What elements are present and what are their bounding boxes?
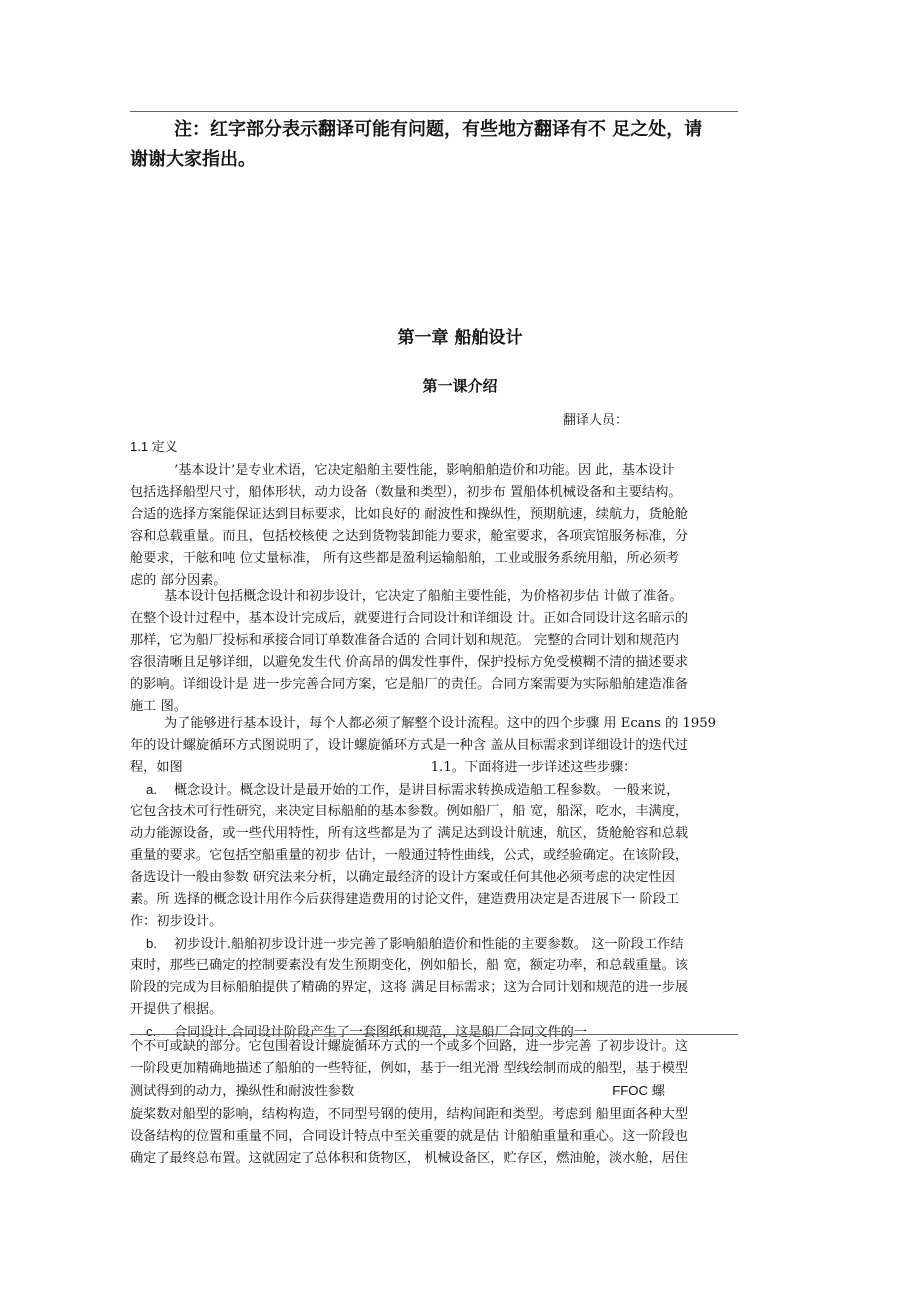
text-line: 基本设计包括概念设计和初步设计，它决定了船舶主要性能，为价格初步估 计做了准备。 [164, 589, 683, 604]
text-line: 为了能够进行基本设计，每个人都必须了解整个设计流程。这中的四个步骤 用 Ecans 的 1959 [164, 716, 717, 731]
text-line: 旋桨数对船型的影响，结构构造，不同型号钢的使用，结构间距和类型。考虑到 船里面各种大型 [130, 1107, 689, 1122]
text-line: 束时，那些已确定的控制要素没有发生预期变化，例如船长，船 宽，额定功率，和总载重量。该 [130, 958, 689, 973]
text-fragment: 初步设计.船舶初步设计进一步完善了影响船舶造价和性能的主要参数。 这一阶段工作结 [174, 937, 684, 952]
text-line: 舱要求，干舷和吨 位丈量标准， 所有这些都是盈利运输船舶，工业或服务系统用船，所必须考 [130, 551, 680, 566]
paragraph-design-spiral [130, 713, 740, 1043]
note-line-2: 谢谢大家指出。 [130, 149, 256, 170]
text-line: 在整个设计过程中，基本设计完成后，就要进行合同设计和详细设 计。正如合同设计这名暗示的 [130, 611, 689, 626]
text-fragment: FFOC 螺 [612, 1083, 665, 1098]
section-heading: 1.1 定义 [130, 439, 178, 454]
paragraph-contract-design-cont [130, 1104, 740, 1170]
text-line: ’基本设计’是专业术语，它决定船舶主要性能，影响船舶造价和功能。因 此，基本设计 [174, 463, 675, 478]
translation-note [130, 115, 740, 175]
text-line: 一阶段更加精确地描述了船舶的一些特征，例如，基于一组光滑 型线绘制而成的船型，基于模型 [130, 1061, 689, 1076]
list-label: a. [146, 782, 157, 797]
text-fragment: 合同设计.合同设计阶段产生了一套图纸和规范，这是船厂合同文件的一 [174, 1025, 588, 1040]
text-line: 作：初步设计。 [130, 914, 223, 929]
text-fragment: 测试得到的动力，操纵性和耐波性参数 [130, 1084, 355, 1099]
text-line: 阶段的完成为目标船舶提供了精确的界定，这将 满足目标需求；这为合同计划和规范的进一步展 [130, 980, 689, 995]
paragraph-design-stages [130, 586, 740, 718]
text-line: 开提供了根据。 [130, 1002, 223, 1017]
list-label: b. [146, 936, 157, 951]
text-line: 年的设计螺旋循环方式图说明了，设计螺旋循环方式是一种含 盖从目标需求到详细设计的迭代过 [130, 738, 689, 753]
text-line: 重量的要求。它包括空船重量的初步 估计，一般通过特性曲线，公式，或经验确定。在该阶段， [130, 848, 689, 863]
text-line: 动力能源设备，或一些代用特性，所有这些都是为了 满足达到设计航速，航区，货舱舱容和总载 [130, 826, 689, 841]
note-line-1: 注：红字部分表示翻译可能有问题，有些地方翻译有不 足之处，请 [174, 119, 703, 140]
list-item-a [130, 779, 740, 801]
chapter-title: 第一章 船舶设计 [397, 328, 523, 348]
lesson-title: 第一课介绍 [422, 377, 498, 395]
text-line: 包括选择船型尺寸，船体形状，动力设备（数量和类型），初步布 置船体机械设备和主要结构。 [130, 485, 682, 500]
paragraph-basic-design [130, 460, 740, 592]
text-fragment: 概念设计。概念设计是最开始的工作，是讲目标需求转换成造船工程参数。 一般来说， [174, 783, 680, 798]
text-fragment: 1.1。下面将进一步详述这些步骤： [430, 760, 637, 775]
text-line: 合适的选择方案能保证达到目标要求，比如良好的 耐波性和操纵性，预期航速，续航力，货舱舱 [130, 507, 689, 522]
text-line: 备选设计一般由参数 研究法来分析，以确定最经济的设计方案或任何其他必须考虑的决定性因 [130, 870, 675, 885]
text-line: 它包含技术可行性研究，来决定目标船舶的基本参数。例如船厂，船 宽，船深，吃水，丰满度， [130, 804, 689, 819]
translator-label: 翻译人员： [563, 413, 629, 428]
text-line: 的影响。详细设计是 进一步完善合同方案，它是船厂的责任。合同方案需要为实际船舶建造准备 [130, 677, 689, 692]
text-line: 个不可或缺的部分。它包围着设计螺旋循环方式的一个或多个回路，进一步完善 了初步设计。这 [130, 1039, 689, 1054]
text-line: 设备结构的位置和重量不同，合同设计特点中至关重要的就是估 计船舶重量和重心。这一阶段也 [130, 1129, 689, 1144]
text-line [130, 757, 740, 779]
list-item-b [130, 933, 740, 955]
text-line [130, 1080, 740, 1102]
paragraph-contract-design [130, 1036, 740, 1102]
text-line: 确定了最终总布置。这就固定了总体积和货物区， 机械设备区，贮存区，燃油舱，淡水舱，居住 [130, 1151, 689, 1166]
text-fragment: 程，如图 [130, 760, 183, 775]
text-line: 素。所 选择的概念设计用作今后获得建造费用的讨论文件，建造费用决定是否进展下一 阶段工 [130, 892, 680, 907]
list-label: c. [146, 1024, 157, 1039]
text-line: 容很清晰且足够详细，以避免发生代 价高昂的偶发性事件，保护投标方免受模糊不清的描述要求 [130, 655, 689, 670]
text-line: 那样，它为船厂投标和承接合同订单数准备合适的 合同计划和规范。 完整的合同计划和规范内 [130, 633, 680, 648]
text-line: 施工 图。 [130, 699, 187, 714]
top-rule [130, 111, 738, 112]
page-break-rule [130, 1034, 738, 1035]
text-line: 容和总载重量。而且，包括校核使 之达到货物装卸能力要求，舱室要求，各项宾馆服务标准，分 [130, 529, 689, 544]
text-line: 虑的 部分因素。 [130, 573, 227, 588]
